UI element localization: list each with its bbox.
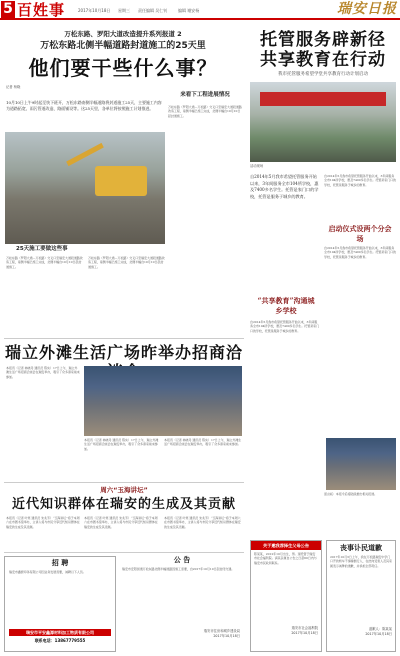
right-subheading: 我市托管服务希望学堂共享教育行动计划启动	[278, 72, 368, 77]
section-number: 5	[1, 1, 15, 18]
pull-quote-2: 启动仪式设两个分会场	[328, 224, 392, 243]
expo-headline: 瑞立外滩生活广场昨举办招商洽	[4, 343, 243, 362]
lead-byline: 记者 杨晓	[6, 85, 21, 89]
right-headline-2: 共享教育在行动	[260, 50, 386, 70]
notice-body: 瑞安市安阳街道万松东路北侧半幅道路因施工需要，自2017年10月10日起封闭交通。	[122, 567, 235, 571]
notice-parents-title: 关于邀我荐择生父母公告	[251, 541, 321, 550]
divider	[4, 482, 244, 483]
notice-parents-body: 陈某某，2012年10月出生，男。现托管于瑞安市社会福利院。请其亲属自公告之日起60日内与瑞安市民政局联系。	[254, 552, 317, 565]
forum-kicker: 周六“玉海讲坛”	[100, 486, 148, 494]
excavator-shape	[95, 166, 147, 196]
divider	[4, 338, 244, 339]
apology-title: 丧事讣民道歉	[340, 544, 382, 552]
photo-caption: 25天施工要做这些事	[16, 246, 68, 252]
event-caption: 活动现场	[250, 164, 264, 168]
notice-parents	[250, 540, 322, 652]
small-photo	[326, 438, 396, 490]
banner-shape	[260, 92, 386, 106]
forum-col-2: 本报讯（记者 叶寒 通讯员 朱兆芳）“玉海讲坛”将于本周六在市图书馆举办，主讲人将与市民分享近代知识群体在瑞安的生成及其贡献。	[84, 516, 158, 529]
right-col-3: 自2014年5月我市希望托管服务开始以来，3年间服务全市104所学校，惠及7400多名学生。托管是家门口的学校，托管是服务于城乡的教育。	[324, 174, 396, 187]
expo-col-1: 本报讯（记者 林晓丹 通讯员 陈实）17日上午，瑞立外滩生活广场招商洽谈会在瑞安举办，吸引了众多商家前来参加。	[6, 366, 80, 379]
notice-signature: 瑞安市住房和城乡建设局	[203, 629, 240, 633]
right-col-2: 自2014年5月我市希望托管服务开始以来，3年间服务全市104所学校，惠及7400多名学生。托管是家门口的学校，托管是服务于城乡的教育。	[250, 320, 320, 333]
forum-col-3: 本报讯（记者 叶寒 通讯员 朱兆芳）“玉海讲坛”将于本周六在市图书馆举办，主讲人将与市民分享近代知识群体在瑞安的生成及其贡献。	[164, 516, 241, 529]
excavator-arm	[66, 143, 104, 166]
right-col-4: 自2014年5月我市希望托管服务开始以来，3年间服务全市104所学校，惠及7400多名学生。托管是家门口的学校，托管是服务于城乡的教育。	[324, 246, 396, 259]
apology-notice	[326, 540, 396, 652]
side-title: 来看下工程进展情况	[180, 92, 230, 98]
right-col-1: 自2014年5月我市希望托管服务开始以来，3年间服务全市104所学校，惠及7400多名学生。托管是家门口的学校，托管是服务于城乡的教育。	[250, 174, 319, 199]
recruit-company: 瑞安市平安鑫源材料加工物质有限公司	[9, 629, 111, 636]
notice-parents-signature: 瑞安市社会福利院	[291, 626, 318, 630]
apology-date: 2017年10月18日	[365, 631, 392, 636]
recruit-title: 招 聘	[51, 559, 69, 567]
lead-headline: 他们要干些什么事？	[28, 56, 218, 80]
notice-date: 2017年10月18日	[213, 633, 240, 638]
designer: 编辑 谢安杨	[178, 8, 200, 13]
construction-photo	[5, 132, 165, 244]
right-col-5: 留言板：本报今后将陆续推出相关报道。	[324, 492, 378, 496]
side-column: 万松东路（罗阳大道—万松路）交叉口至瑞安大道段道路改造工程，南侧半幅已施工完成，北侧半幅自10月10日起封道施工。	[168, 105, 242, 118]
lead-subtitle: 万松东路北侧半幅道路封道施工的25天里	[40, 41, 206, 51]
expo-photo	[84, 366, 242, 436]
pull-quote: “共享教育”沟通城乡学校	[257, 296, 315, 315]
event-photo	[250, 82, 396, 162]
expo-col-3: 本报讯（记者 林晓丹 通讯员 陈实）17日上午，瑞立外滩生活广场招商洽谈会在瑞安举办，吸引了众多商家前来参加。	[164, 438, 242, 447]
forum-headline: 近代知识群体在瑞安的生成及其贡献	[11, 497, 236, 512]
notice	[120, 556, 244, 652]
lead-col-1: 万松东路（罗阳大道—万松路）交叉口至瑞安大道段道路改造工程，南侧半幅已施工完成，北侧半幅自10月10日起封道施工。	[6, 256, 83, 269]
forum-col-1: 本报讯（记者 叶寒 通讯员 朱兆芳）“玉海讲坛”将于本周六在市图书馆举办，主讲人将与市民分享近代知识群体在瑞安的生成及其贡献。	[6, 516, 80, 529]
recruit-body: 瑞安市鑫源印务有限公司因业务发展需要，诚聘以下人员。	[9, 570, 86, 574]
issue-weekday: 星期三	[118, 8, 130, 13]
notice-parents-date: 2017年10月18日	[291, 630, 318, 635]
section-name: 百姓事	[17, 1, 66, 19]
recruit-ad	[4, 556, 116, 652]
lead-kicker: 万松东路、罗阳大道改造提升系列报道 2	[64, 30, 182, 38]
issue-date: 2017年10月18日	[78, 8, 111, 13]
right-headline-1: 托管服务辟新径	[260, 30, 386, 50]
lead-intro: 10月10日上午9时起至快下班开，万松东路南侧半幅道路将封道施工25天，主要施工内容为道路拓宽、雨污管道改造、路面铺设等。这25天里，各单位将按照施工计划推进。	[6, 100, 162, 111]
expo-col-2: 本报讯（记者 林晓丹 通讯员 陈实）17日上午，瑞立外滩生活广场招商洽谈会在瑞安举办，吸引了众多商家前来参加。	[84, 438, 159, 451]
recruit-phone: 联系电话：13867779555	[34, 638, 86, 643]
masthead-logo: 瑞安日报	[337, 1, 397, 17]
notice-title: 公 告	[173, 556, 191, 564]
divider	[4, 552, 244, 553]
apology-signature: 道歉人：陈某某	[368, 627, 392, 631]
page-header	[0, 0, 400, 20]
responsible-editor: 责任编辑 吴仁钊	[138, 8, 168, 13]
lead-col-2: 万松东路（罗阳大道—万松路）交叉口至瑞安大道段道路改造工程，南侧半幅已施工完成，北侧半幅自10月10日起封道施工。	[88, 256, 165, 269]
apology-body: 2017年10月3日上午，我在万松路瑞安中学门口开的轿车不慎撞倒行人，在此向受害人及其家属表示诚挚的道歉，并承担全部责任。	[330, 555, 392, 568]
